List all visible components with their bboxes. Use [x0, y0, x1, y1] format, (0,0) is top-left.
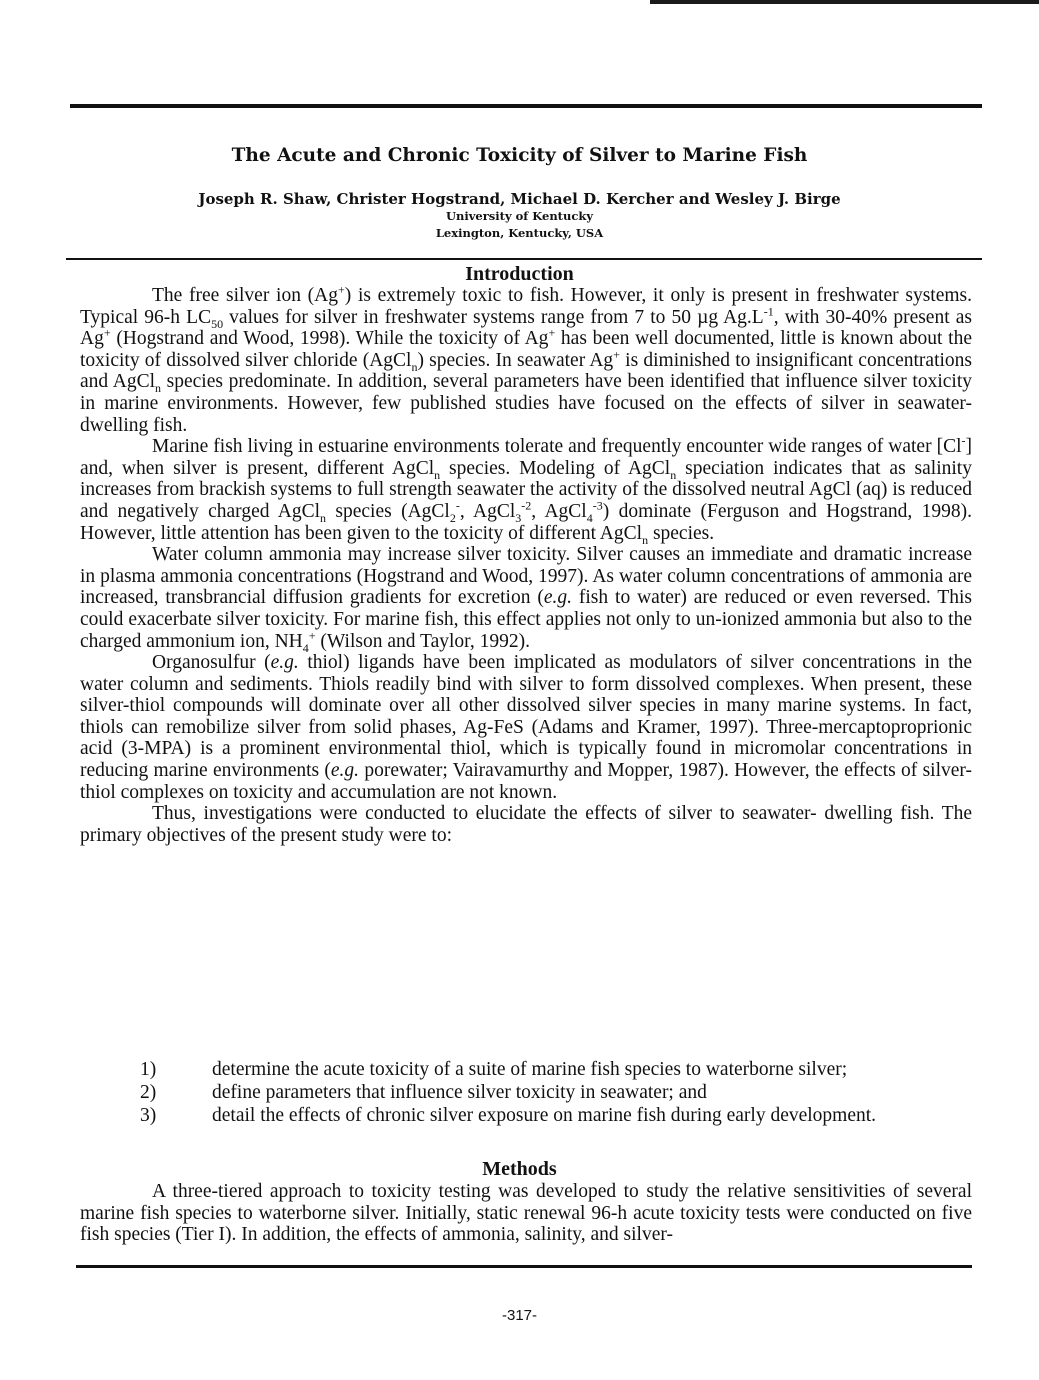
intro-paragraph-3: Water column ammonia may increase silver toxicity. Silver causes an immediate and dramatic increase in plasma ammonia concentrations (Hogstrand and Wood, 1997). As water column concentrations of ammonia are increased, transbrancial diffusion gradients for excretion (e.g. fish to water) are reduced or even reversed. This could exacerbate silver toxicity. For marine fish, this effect applies not only to un-ionized ammonia but also to the charged ammonium ion, $NH_4^+$ (Wilson and Taylor, 1992). [80, 544, 973, 655]
introduction-body [80, 282, 973, 846]
list-text: define parameters that influence silver toxicity in seawater; and [212, 1082, 707, 1103]
bottom-rule [76, 1265, 972, 1268]
introduction-heading: Introduction [465, 263, 574, 285]
list-text: determine the acute toxicity of a suite of marine fish species to waterborne silver; [212, 1059, 848, 1080]
intro-paragraph-2: Marine fish living in estuarine environments tolerate and frequently encounter wide ranges of water [Cl-] and, when silver is present, different AgCl$_n$ species. Modeling of AgCl$_n$ speciation indicates that as salinity increases from brackish systems to full strength seawater the activity of the dissolved neutral AgCl (aq) is reduced and negatively charged AgCl$_n$ species (AgCl$_2$-, AgCl$_3^{-2}$, AgCl$_4^{-3}$) dominate (Ferguson and Hogstrand, 1998). However, little attention has been given to the toxicity of different AgCl$_n$ species. [80, 433, 972, 547]
intro-paragraph-5: Thus, investigations were conducted to elucidate the effects of silver to seawater- dwelling fish. The primary objectives of the present study were to: [80, 803, 972, 846]
intro-paragraph-1: The free silver ion (Ag+) is extremely toxic to fish. However, it only is present in freshwater systems. Typical 96-h $LC_{50}$ values for silver in freshwater systems range from 7 to 50 µg $Ag.L^{-1}$, with 30-40% present as Ag+ (Hogstrand and Wood, 1998). While the toxicity of Ag+ has been well documented, little is known about the toxicity of dissolved silver chloride (AgCl$_n$) species. In seawater Ag+ is diminished to insignificant concentrations and AgCl$_n$ species predominate. In addition, several parameters have been identified that influence silver toxicity in marine environments. However, few published studies have focused on the effects of silver in seawater-dwelling fish. [80, 282, 972, 436]
author-list: Joseph R. Shaw, Christer Hogstrand, Michael D. Kercher and Wesley J. Birge [198, 190, 841, 208]
scan-edge-bar [650, 0, 1039, 4]
methods-heading: Methods [482, 1158, 557, 1180]
list-number: 1) [140, 1059, 157, 1080]
list-item [140, 1104, 972, 1127]
list-item [140, 1058, 972, 1081]
list-number: 2) [140, 1082, 157, 1103]
list-item [140, 1081, 972, 1104]
page-number: -317- [501, 1307, 538, 1324]
intro-paragraph-4: Organosulfur (e.g. thiol) ligands have been implicated as modulators of silver concentrations in the water column and sediments. Thiols readily bind with silver to form dissolved complexes. When present, these silver-thiol compounds will dominate over all other dissolved silver species in many marine systems. In fact, thiols can remobilize silver from solid phases, Ag-FeS (Adams and Kramer, 1997). Three-mercaptoproprionic acid (3-MPA) is a prominent environmental thiol, which is typically found in micromolar concentrations in reducing marine environments (e.g. porewater; Vairavamurthy and Mopper, 1987). However, the effects of silver-thiol complexes on toxicity and accumulation are not known. [80, 652, 972, 803]
paper-title: The Acute and Chronic Toxicity of Silver to Marine Fish [231, 145, 808, 166]
methods-paragraph-1: A three-tiered approach to toxicity testing was developed to study the relative sensitivities of several marine fish species to waterborne silver. Initially, static renewal 96-h acute toxicity tests were conducted on five fish species (Tier I). In addition, the effects of ammonia, salinity, and silver- [80, 1181, 972, 1246]
objectives-list [140, 1058, 972, 1127]
list-text: detail the effects of chronic silver exposure on marine fish during early development. [212, 1105, 877, 1126]
affiliation-university: University of Kentucky [445, 209, 594, 223]
section-rule [66, 258, 982, 260]
affiliation-location: Lexington, Kentucky, USA [435, 226, 604, 240]
methods-body [80, 1181, 972, 1246]
list-number: 3) [140, 1105, 157, 1126]
top-rule [70, 104, 982, 108]
